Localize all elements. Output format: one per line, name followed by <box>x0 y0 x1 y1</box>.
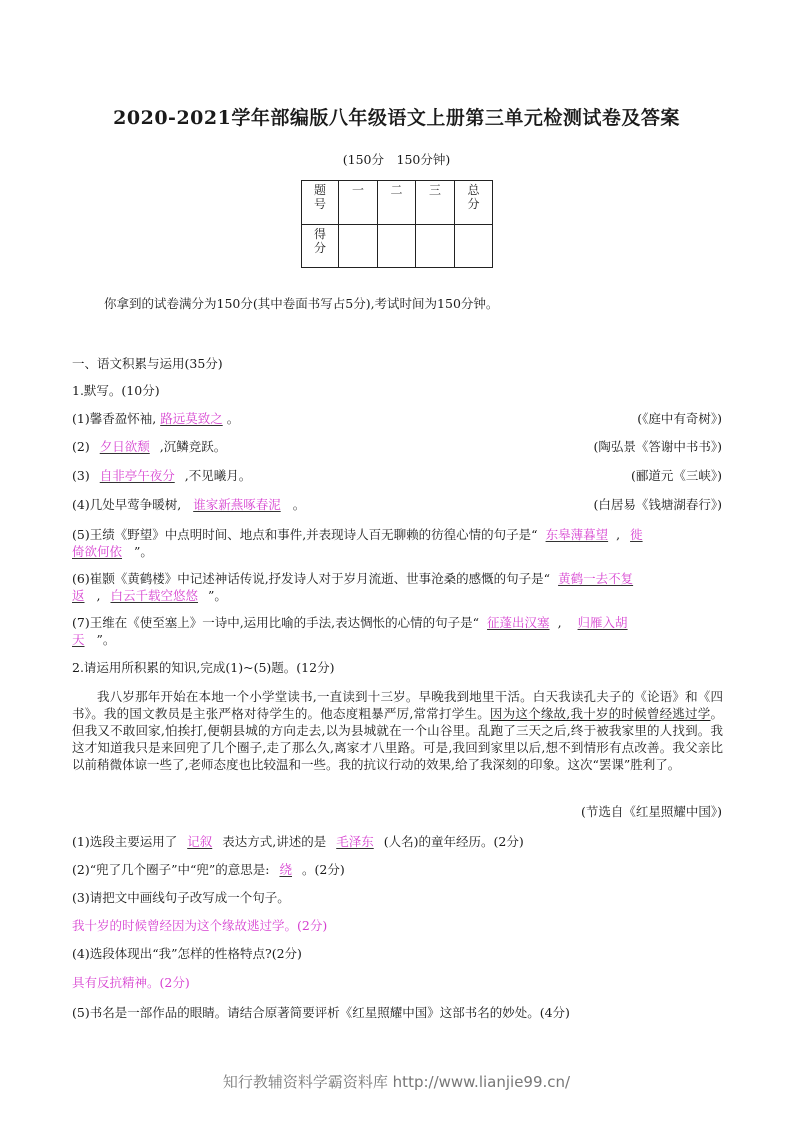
answer-text: 绕 <box>279 862 292 877</box>
footer-watermark: 知行教辅资料学霸资料库 http://www.lianjie99.cn/ <box>222 1073 571 1091</box>
question-item: (4)几处早莺争暖树, 谁家新燕啄春泥 。 (白居易《钱塘湖春行》) <box>72 497 722 512</box>
underlined-sentence: 因为这个缘故,我十岁的时候曾经逃过学 <box>489 706 711 721</box>
sub-question: (5)书名是一部作品的眼睛。请结合原著简要评析《红星照耀中国》这部书名的妙处。(4分) <box>72 1005 570 1020</box>
sub-question: (2)“兜了几个圈子”中“兜”的意思是: 绕 。(2分) <box>72 862 345 877</box>
question-item: (7)王维在《使至塞上》一诗中,运用比喻的手法,表达惆怅的心情的句子是“ 征蓬出汉塞 , 归雁入胡 天 ”。 <box>72 615 628 647</box>
answer-text: 返 <box>72 588 85 603</box>
answer-text: 我十岁的时候曾经因为这个缘故逃过学。(2分) <box>72 918 328 933</box>
answer-text: 徙 <box>630 527 643 542</box>
question-item: (5)王绩《野望》中点明时间、地点和事件,并表现诗人百无聊赖的彷徨心情的句子是“ 东皋薄暮望 , 徙 倚欲何依 ”。 <box>72 527 643 559</box>
answer-text: 归雁入胡 <box>577 615 628 630</box>
score-cell <box>455 225 493 268</box>
question-label: 1.默写。(10分) <box>72 383 160 398</box>
exam-intro: 你拿到的试卷满分为150分(其中卷面书写占5分),考试时间为150分钟。 <box>104 296 499 311</box>
answer-text: 具有反抗精神。(2分) <box>72 975 190 990</box>
score-cell <box>378 225 416 268</box>
score-table-header: 三 <box>416 181 455 225</box>
answer-text: 黄鹤一去不复 <box>558 571 634 586</box>
source-citation: (郦道元《三峡》) <box>630 468 722 483</box>
answer-text: 谁家新燕啄春泥 <box>193 497 281 512</box>
question-label: 2.请运用所积累的知识,完成(1)~(5)题。(12分) <box>72 660 335 675</box>
source-citation: (白居易《钱塘湖春行》) <box>593 497 722 512</box>
score-table-header: 题号 <box>302 181 339 225</box>
question-item: (3) 自非亭午夜分 ,不见曦月。 (郦道元《三峡》) <box>72 468 722 483</box>
answer-text: 白云千载空悠悠 <box>110 588 199 603</box>
answer-text: 记叙 <box>187 834 213 849</box>
question-item: (6)崔颢《黄鹤楼》中记述神话传说,抒发诗人对于岁月流逝、世事沧桑的感慨的句子是“ 黄鹤一去不复 返 , 白云千载空悠悠 ”。 <box>72 571 634 603</box>
score-cell <box>416 225 455 268</box>
passage-source: (节选自《红星照耀中国》) <box>580 804 722 819</box>
answer-text: 夕日欲颓 <box>99 439 150 454</box>
sub-question: (1)选段主要运用了 记叙 表达方式,讲述的是 毛泽东 (人名)的童年经历。(2分) <box>72 834 524 849</box>
source-citation: (《庭中有奇树》) <box>637 411 722 426</box>
answer-text: 东皋薄暮望 <box>545 527 609 542</box>
answer-text: 路远莫致之 <box>160 411 223 426</box>
source-citation: (陶弘景《答谢中书书》) <box>593 439 722 454</box>
question-item: (2) 夕日欲颓 ,沉鳞竞跃。 (陶弘景《答谢中书书》) <box>72 439 722 454</box>
score-table-header: 二 <box>378 181 416 225</box>
sub-question: (4)选段体现出“我”怎样的性格特点?(2分) <box>72 946 302 961</box>
score-table-row-label: 得分 <box>302 225 339 268</box>
answer-text: 毛泽东 <box>336 834 374 849</box>
section-heading: 一、语文积累与运用(35分) <box>72 356 223 371</box>
page-title: 2020-2021学年部编版八年级语文上册第三单元检测试卷及答案 <box>113 107 680 129</box>
answer-text: 倚欲何依 <box>72 544 123 559</box>
reading-passage: 我八岁那年开始在本地一个小学堂读书,一直读到十三岁。早晚我到地里干活。白天我读孔夫子的《论语》和《四书》。我的国文教员是主张严格对待学生的。他态度粗暴严厉,常常打学生。因为这个缘故,我十岁的时候曾经逃过学。但我又不敢回家,怕挨打,便朝县城的方向走去,以为县城就在一个山谷里。乱跑了三天之后,终于被我家里的人找到。我这才知道我只是来回兜了几个圈子,走了那么久,离家才八里路。可是,我回到家里以后,想不到情形有点改善。我父亲比以前稍微体谅一些了,老师态度也比较温和一些。我的抗议行动的效果,给了我深刻的印象。这次“罢课”胜利了。 <box>72 689 723 772</box>
score-table-header: 总分 <box>455 181 493 225</box>
score-table-header: 一 <box>339 181 378 225</box>
exam-meta: (150分 150分钟) <box>342 152 451 167</box>
answer-text: 征蓬出汉塞 <box>487 615 550 630</box>
question-item: (1)馨香盈怀袖, 路远莫致之 。 (《庭中有奇树》) <box>72 411 722 426</box>
score-cell <box>339 225 378 268</box>
answer-text: 天 <box>72 632 85 647</box>
answer-text: 自非亭午夜分 <box>99 468 175 483</box>
score-table <box>301 180 493 268</box>
sub-question: (3)请把文中画线句子改写成一个句子。 <box>72 890 290 905</box>
